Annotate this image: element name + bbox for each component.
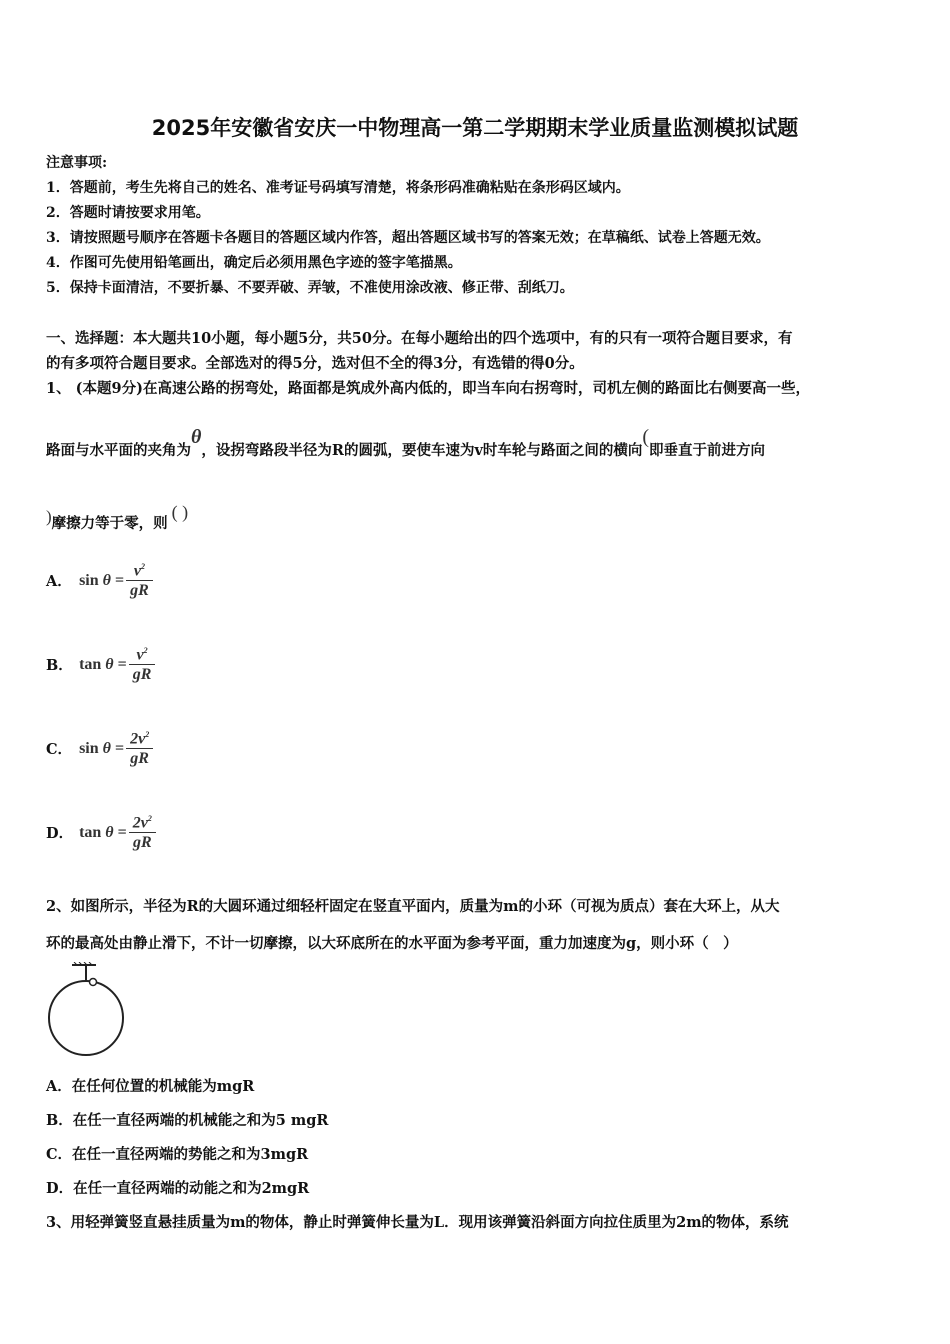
notes-heading: 注意事项: [46,155,108,171]
q1-line2c: 即垂直于前进方向 [649,442,766,459]
page-title: 2025年安徽省安庆一中物理高一第二学期期末学业质量监测模拟试题 [151,116,799,140]
q2-line2: 环的最高处由静止滑下，不计一切摩擦，以大环底所在的水平面为参考平面，重力加速度为g，则小环（ ） [46,935,738,952]
answer-blank: ( ) [171,502,189,522]
q1-option-c: C． sin θ = $\frac{2v^2}{gR}$ [46,730,153,768]
q1-line1: 1、 (本题9分)在高速公路的拐弯处，路面都是筑成外高内低的，即当车向右拐弯时，司机左侧的路面比右侧要高一些， [46,380,810,397]
section-intro-line1: 一、选择题：本大题共10小题，每小题5分，共50分。在每小题给出的四个选项中，有的只有一项符合题目要求，有 [46,330,793,347]
ring-diagram [46,962,130,1058]
q2-option-b: B．在任一直径两端的机械能之和为5 mgR [46,1112,329,1129]
q1-option-a: A． sin θ = $\frac{v^2}{gR}$ [46,562,153,600]
q2-line1: 2、如图所示，半径为R的大圆环通过细轻杆固定在竖直平面内，质量为m的小环（可视为质点）套在大环上，从大 [46,898,780,915]
small-ring [90,979,97,986]
large-ring [49,981,123,1055]
q2-option-d: D．在任一直径两端的动能之和为2mgR [46,1180,310,1197]
open-paren: ( [642,426,650,448]
section-intro-line2: 的有多项符合题目要求。全部选对的得5分，选对但不全的得3分，有选错的得0分。 [46,355,584,372]
note-item: 2．答题时请按要求用笔。 [46,205,210,221]
formula: tan θ = $\frac{v^2}{gR}$ [79,656,155,673]
note-item: 3．请按照题号顺序在答题卡各题目的答题区域内作答，超出答题区域书写的答案无效；在草稿纸、试卷上答题无效。 [46,230,770,246]
q1-line3-text: 摩擦力等于零，则 [51,515,168,532]
formula: sin θ = $\frac{v^2}{gR}$ [79,572,153,589]
q3-line1: 3、用轻弹簧竖直悬挂质量为m的物体，静止时弹簧伸长量为L．现用该弹簧沿斜面方向拉住质里为2m的物体，系统 [46,1214,789,1231]
note-item: 4．作图可先使用铅笔画出，确定后必须用黑色字迹的签字笔描黑。 [46,255,462,271]
q1-line2 [46,426,766,461]
note-item: 5．保持卡面清洁，不要折暴、不要弄破、弄皱，不准使用涂改液、修正带、刮纸刀。 [46,280,574,296]
note-item: 1．答题前，考生先将自己的姓名、准考证号码填写清楚，将条形码准确粘贴在条形码区域内。 [46,180,630,196]
formula: tan θ = $\frac{2v^2}{gR}$ [79,824,156,841]
close-paren: ) [46,507,52,526]
q1-line3 [46,502,189,533]
q1-line2b: ，设拐弯路段半径为R的圆弧，要使车速为v时车轮与路面之间的横向 [201,442,643,459]
q2-option-c: C．在任一直径两端的势能之和为3mgR [46,1146,309,1163]
q2-option-a: A．在任何位置的机械能为mgR [46,1078,255,1095]
q1-option-b: B． tan θ = $\frac{v^2}{gR}$ [46,646,155,684]
theta-symbol: θ [191,426,202,448]
q1-option-d: D． tan θ = $\frac{2v^2}{gR}$ [46,814,156,852]
q1-line2a: 路面与水平面的夹角为 [46,442,191,459]
formula: sin θ = $\frac{2v^2}{gR}$ [79,740,153,757]
